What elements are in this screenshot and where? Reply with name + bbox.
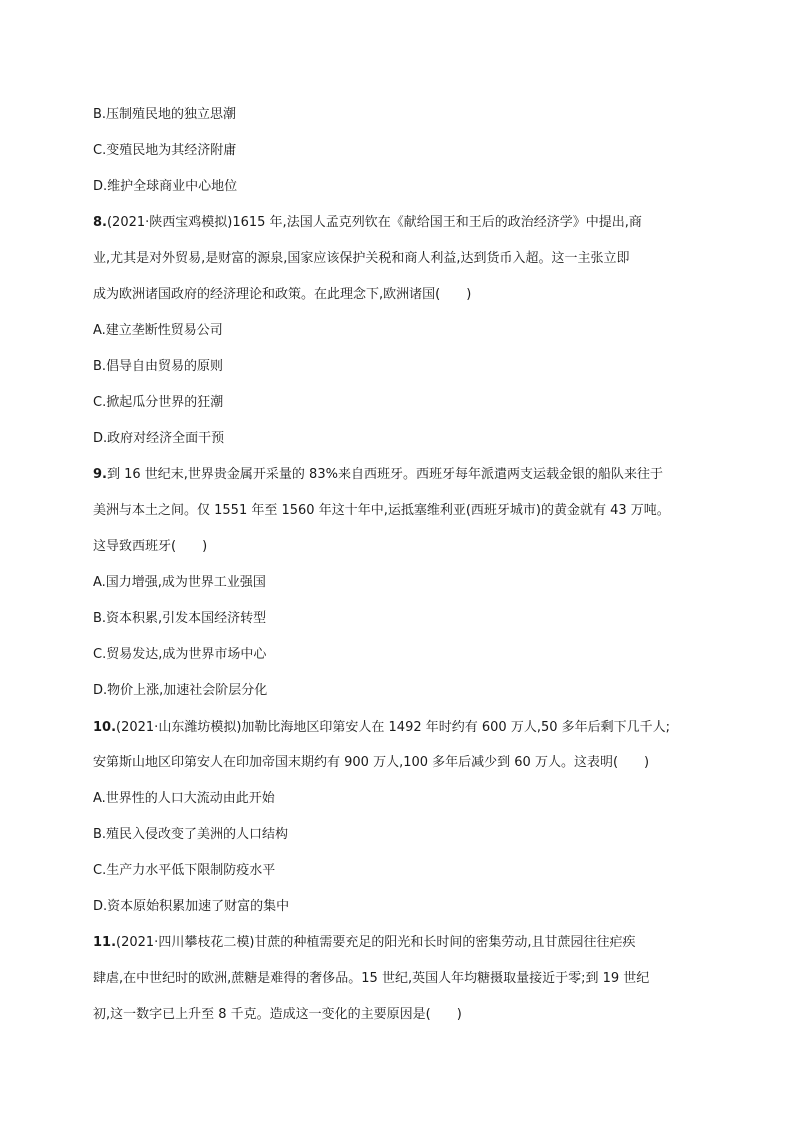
q10-option-c: C.生产力水平低下限制防疫水平 xyxy=(93,863,276,878)
q10-option-d: D.资本原始积累加速了财富的集中 xyxy=(93,899,290,914)
q9-number: 9. xyxy=(93,467,107,482)
q9-stem-line-2: 美洲与本土之间。仅 1551 年至 1560 年这十年中,运抵塞维利亚(西班牙城市)的黄金就有 43 万吨。 xyxy=(93,503,670,518)
q11-number: 11. xyxy=(93,935,117,950)
q11-stem-text-1: (2021·四川攀枝花二模)甘蔗的种植需要充足的阳光和长时间的密集劳动,且甘蔗园往往疟疾 xyxy=(116,935,636,950)
q7-option-b: B.压制殖民地的独立思潮 xyxy=(93,107,237,122)
q8-stem-text-1: (2021·陕西宝鸡模拟)1615 年,法国人孟克列钦在《献给国王和王后的政治经济学》中提出,商 xyxy=(106,215,642,230)
q9-stem-line-3: 这导致西班牙( ) xyxy=(93,539,208,554)
q9-option-b: B.资本积累,引发本国经济转型 xyxy=(93,611,267,626)
q10-stem-line-2: 安第斯山地区印第安人在印加帝国末期约有 900 万人,100 多年后减少到 60 万人。这表明( ) xyxy=(93,755,650,770)
q7-option-d: D.维护全球商业中心地位 xyxy=(93,179,238,194)
q10-number: 10. xyxy=(93,720,117,735)
q9-option-d: D.物价上涨,加速社会阶层分化 xyxy=(93,683,268,698)
q11-stem-line-3: 初,这一数字已上升至 8 千克。造成这一变化的主要原因是( ) xyxy=(93,1007,462,1022)
q10-option-a: A.世界性的人口大流动由此开始 xyxy=(93,791,275,806)
q8-stem-line-3: 成为欧洲诸国政府的经济理论和政策。在此理念下,欧洲诸国( ) xyxy=(93,287,472,302)
q10-option-b: B.殖民入侵改变了美洲的人口结构 xyxy=(93,827,289,842)
q10-stem-text-1: (2021·山东潍坊模拟)加勒比海地区印第安人在 1492 年时约有 600 万人,50 多年后剩下几千人; xyxy=(116,720,671,735)
q11-stem-line-1 xyxy=(93,933,724,953)
q8-option-b: B.倡导自由贸易的原则 xyxy=(93,359,224,374)
q7-option-c: C.变殖民地为其经济附庸 xyxy=(93,143,237,158)
q8-option-d: D.政府对经济全面干预 xyxy=(93,431,225,446)
q9-stem-text-1: 到 16 世纪末,世界贵金属开采量的 83%来自西班牙。西班牙每年派遣两支运载金银的船队来往于 xyxy=(106,467,663,482)
q10-stem-line-1 xyxy=(93,718,724,738)
q8-number: 8. xyxy=(93,215,107,230)
q11-stem-line-2: 肆虐,在中世纪时的欧洲,蔗糖是难得的奢侈品。15 世纪,英国人年均糖摄取量接近于零;到 19 世纪 xyxy=(93,971,650,986)
q8-stem-line-2: 业,尤其是对外贸易,是财富的源泉,国家应该保护关税和商人利益,达到货币入超。这一主张立即 xyxy=(93,251,630,266)
q9-option-c: C.贸易发达,成为世界市场中心 xyxy=(93,647,267,662)
q8-option-c: C.掀起瓜分世界的狂潮 xyxy=(93,395,224,410)
q8-option-a: A.建立垄断性贸易公司 xyxy=(93,323,223,338)
q9-stem-line-1 xyxy=(93,465,724,485)
q9-option-a: A.国力增强,成为世界工业强国 xyxy=(93,575,266,590)
q8-stem-line-1 xyxy=(93,213,724,233)
